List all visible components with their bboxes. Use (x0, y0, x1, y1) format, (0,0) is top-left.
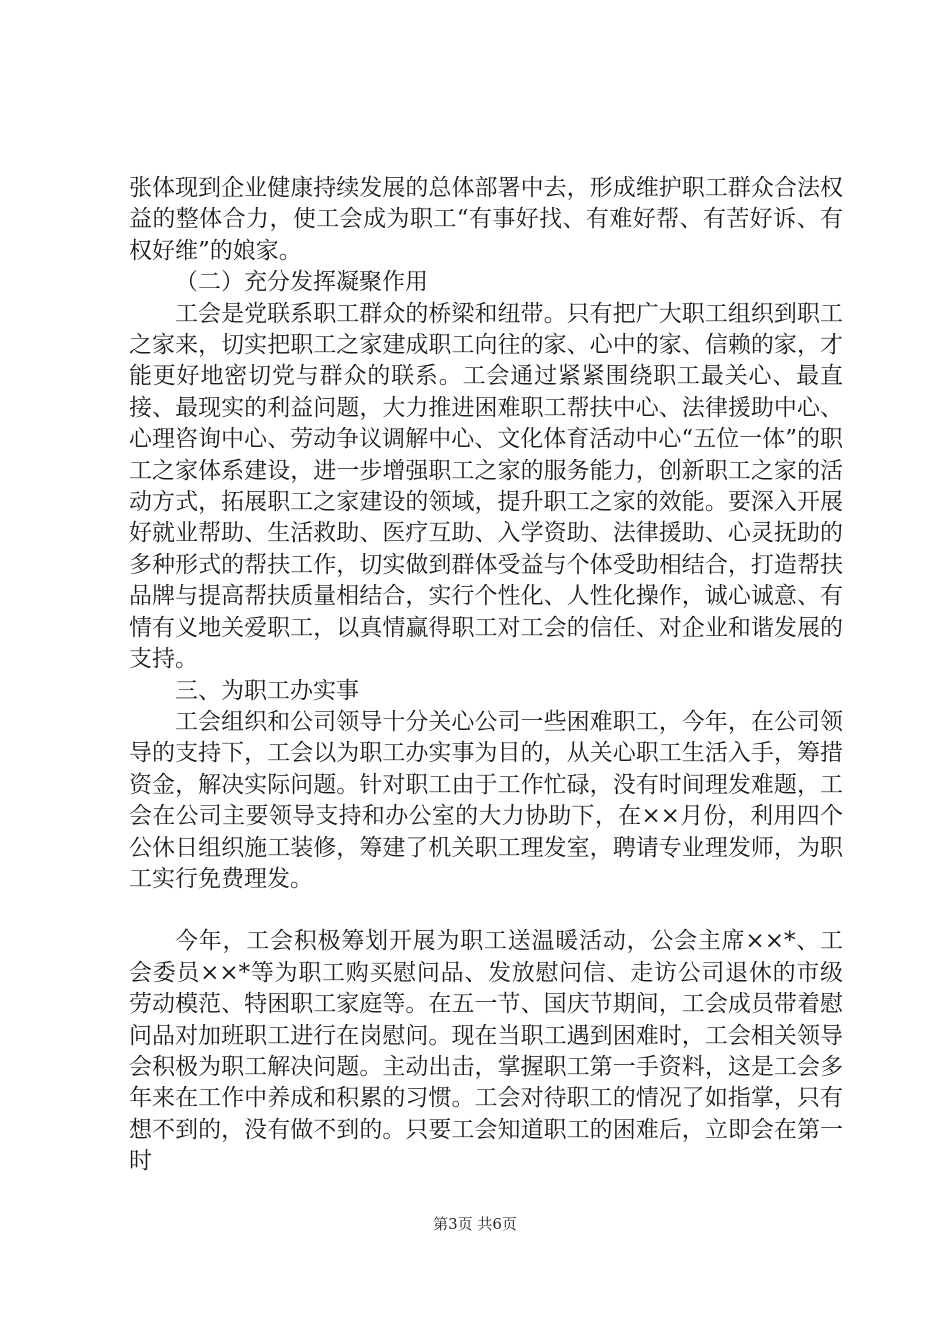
paragraph-cohesion: 工会是党联系职工群众的桥梁和纽带。只有把广大职工组织到职工之家来，切实把职工之家建成职工向往的家、心中的家、信赖的家，才能更好地密切党与群众的联系。工会通过紧紧围绕职工最关心、最直接、最现实的利益问题，大力推进困难职工帮扶中心、法律援助中心、心理咨询中心、劳动争议调解中心、文化体育活动中心“五位一体”的职工之家体系建设，进一步增强职工之家的服务能力，创新职工之家的活动方式，拓展职工之家建设的领域，提升职工之家的效能。要深入开展好就业帮助、生活救助、医疗互助、入学资助、法律援助、心灵抚助的多种形式的帮扶工作，切实做到群体受益与个体受助相结合，打造帮扶品牌与提高帮扶质量相结合，实行个性化、人性化操作，诚心诚意、有情有义地关爱职工，以真情赢得职工对工会的信任、对企业和谐发展的支持。 (129, 300, 843, 673)
paragraph-practical-matters: 工会组织和公司领导十分关心公司一些困难职工，今年，在公司领导的支持下，工会以为职工办实事为目的，从关心职工生活入手，筹措资金，解决实际问题。针对职工由于工作忙碌，没有时间理发难题，工会在公司主要领导支持和办公室的大力协助下，在××月份，利用四个公休日组织施工装修，筹建了机关职工理发室，聘请专业理发师，为职工实行免费理发。 (129, 708, 843, 892)
section-heading-practical-matters: 三、为职工办实事 (175, 677, 359, 704)
paragraph-warmth-activities: 今年，工会积极筹划开展为职工送温暖活动，公会主席××*、工会委员××*等为职工购买慰问品、发放慰问信、走访公司退休的市级劳动模范、特困职工家庭等。在五一节、国庆节期间，工会成员带着慰问品对加班职工进行在岗慰问。现在当职工遇到困难时，工会相关领导会积极为职工解决问题。主动出击，掌握职工第一手资料，这是工会多年来在工作中养成和积累的习惯。工会对待职工的情况了如指掌，只有想不到的，没有做不到的。只要工会知道职工的困难后，立即会在第一时 (129, 928, 843, 1175)
document-body (129, 173, 843, 1178)
page-number-footer: 第3页 共6页 (433, 1215, 517, 1233)
paragraph-continuation: 张体现到企业健康持续发展的总体部署中去，形成维护职工群众合法权益的整体合力，使工会成为职工“有事好找、有难好帮、有苦好诉、有权好维”的娘家。 (129, 175, 843, 264)
section-heading-cohesion: （二）充分发挥凝聚作用 (175, 269, 428, 296)
